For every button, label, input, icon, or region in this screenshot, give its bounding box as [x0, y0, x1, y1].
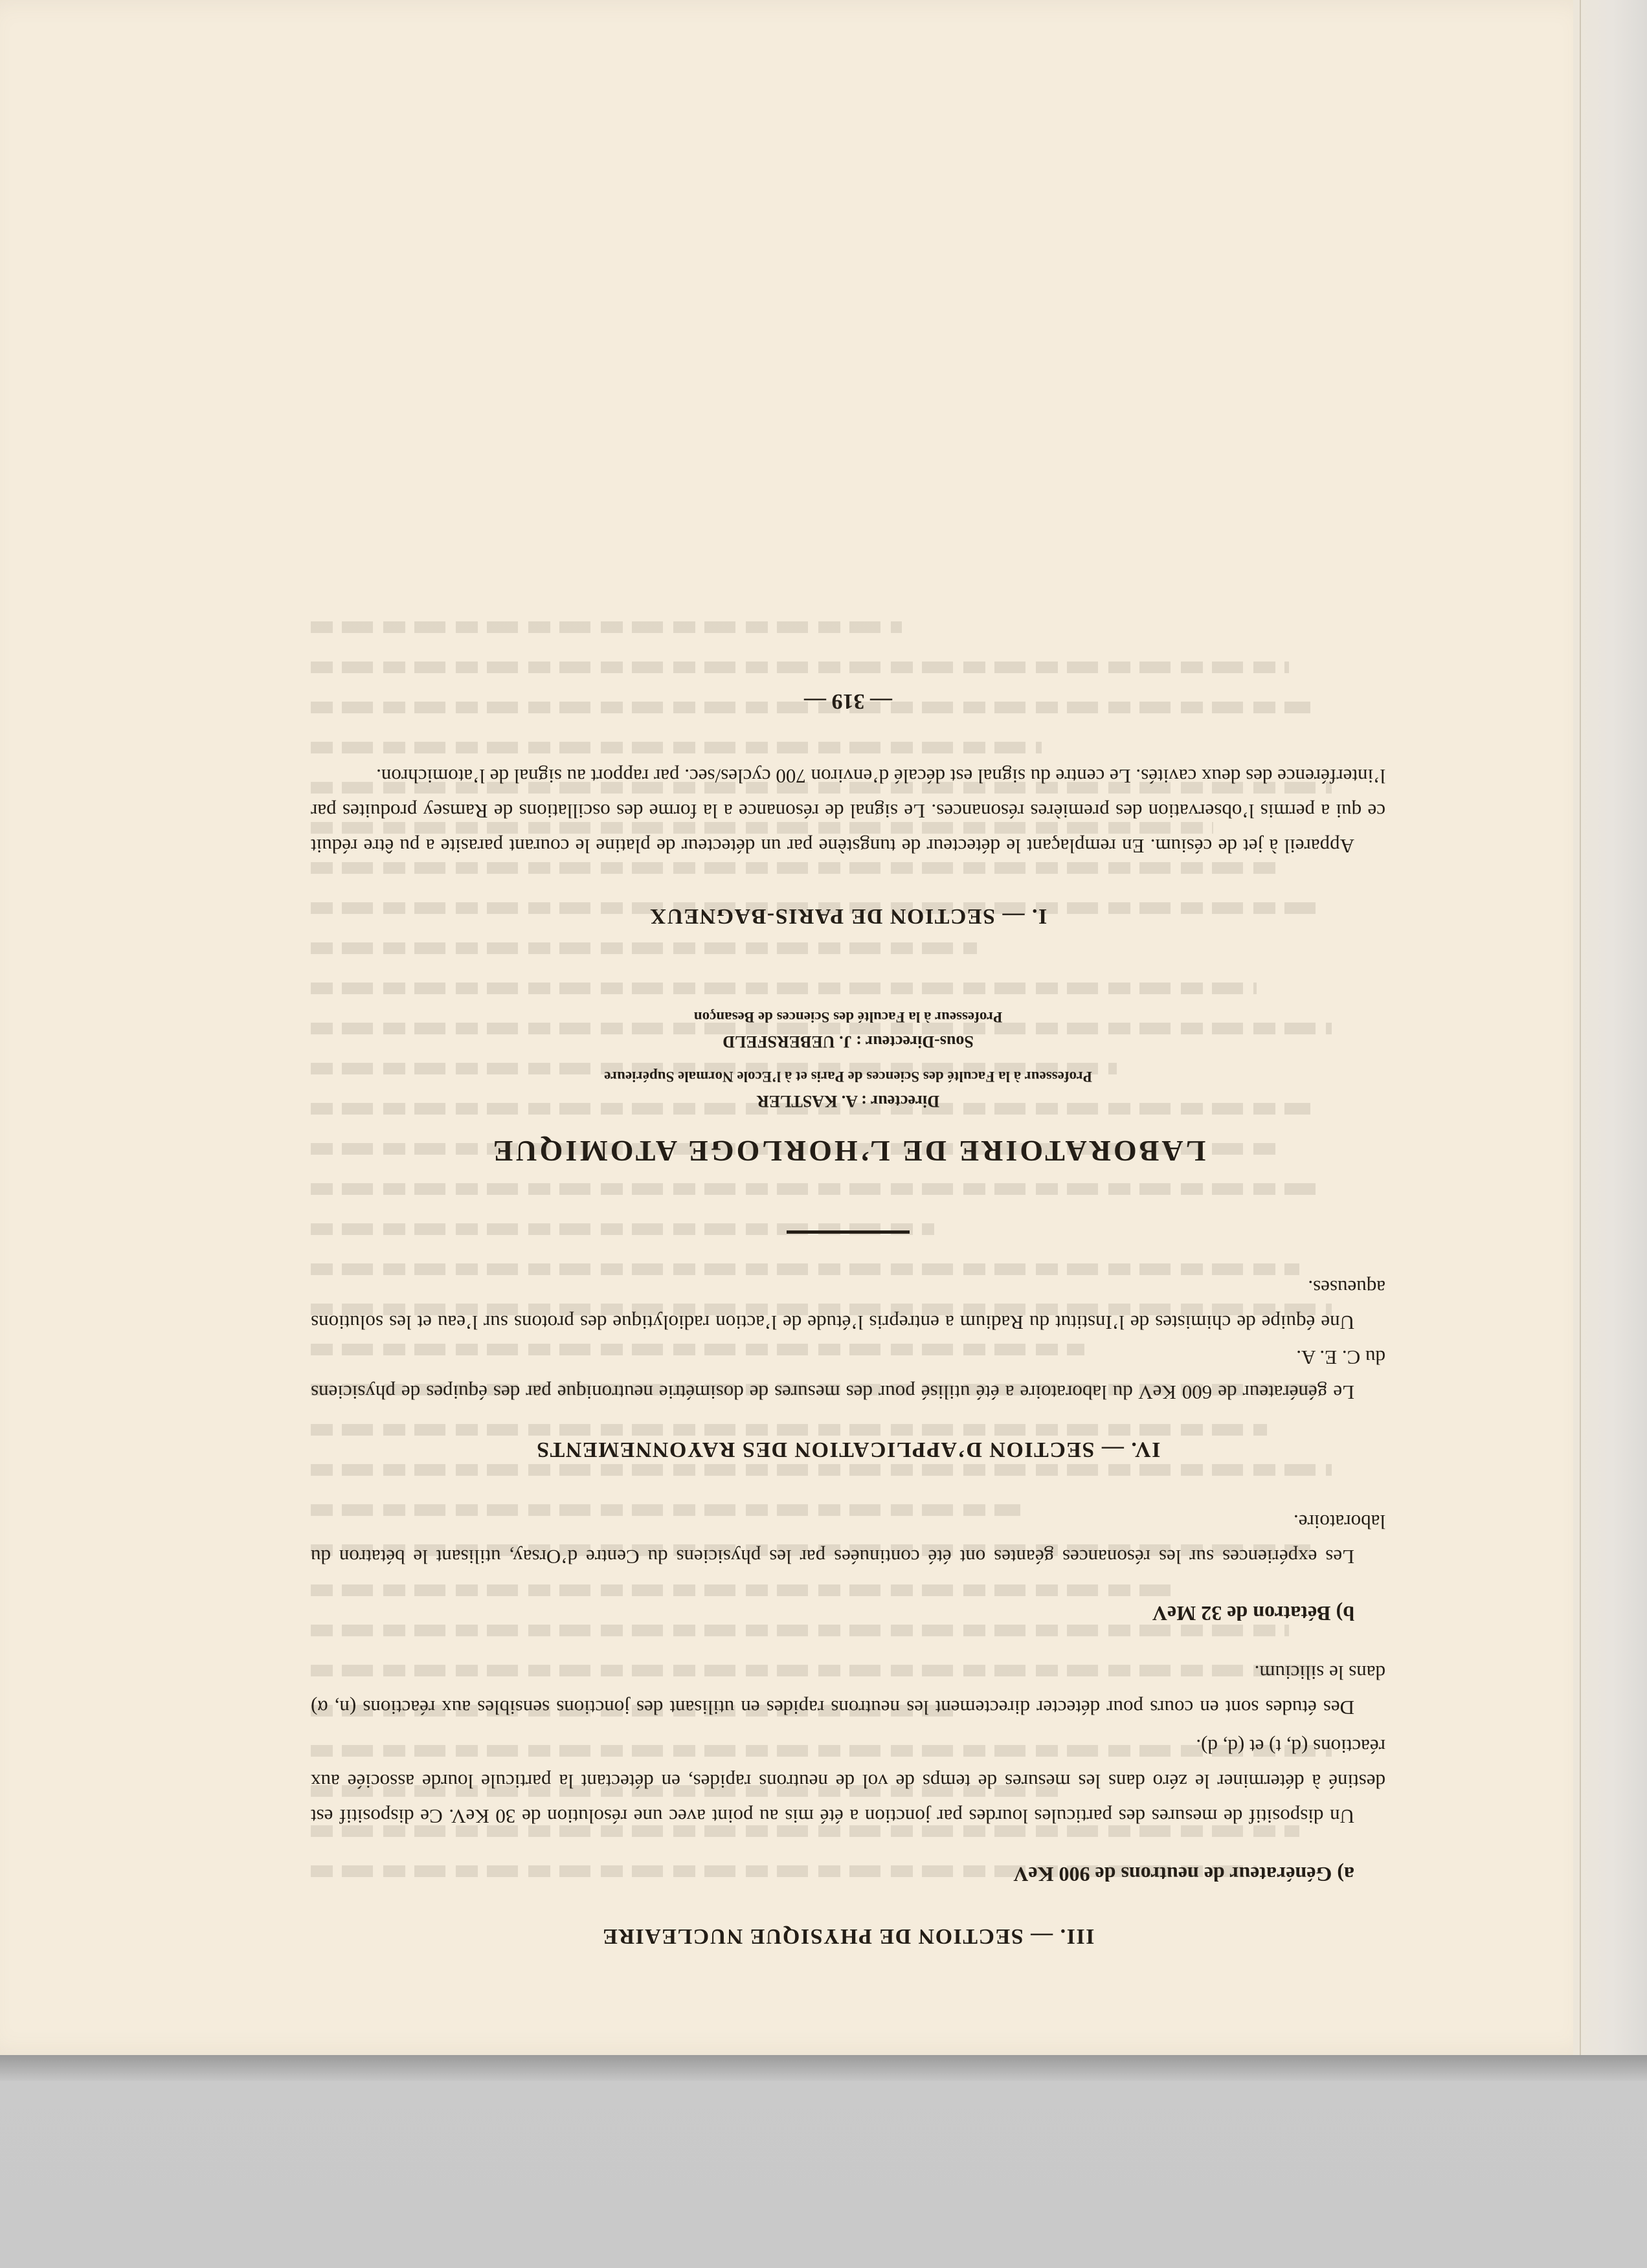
rotated-page-content — [311, 207, 1385, 1968]
section-4-title: IV. — SECTION D’APPLICATION DES RAYONNEMENTS — [535, 1438, 1161, 1462]
page-number: — 319 — — [804, 689, 892, 713]
paper-edge — [1573, 0, 1647, 2055]
section-1-paragraph: Appareil à jet de césium. En remplaçant le détecteur de tungstène par un détecteur de platine le courant parasite a pu être réduit ce qui a permis l’observation des premières résonances. Le signal de résonance a la forme des oscillations de Ramsey produites par l’interférence des deux cavités. Le centre du signal est décalé d’environ 700 cycles/sec. par rapport au signal de l’atomichron. — [311, 765, 1385, 858]
page-spine-line — [1580, 0, 1581, 2055]
section-3a-paragraph-2: Des études sont en cours pour détecter directement les neutrons rapides en utilisant des jonctions sensibles aux réactions (n, α) dans le silicium. — [311, 1662, 1385, 1719]
section-divider-rule — [787, 1230, 910, 1234]
section-3b-paragraph: Les expériences sur les résonances géantes ont été continuées par les physiciens du Centre d’Orsay, utilisant le bétatron du laboratoire. — [311, 1511, 1385, 1568]
section-3-title: III. — SECTION DE PHYSIQUE NUCLEAIRE — [601, 1924, 1095, 1948]
section-3a-subtitle: a) Générateur de neutrons de 900 KeV — [1013, 1863, 1354, 1886]
laboratory-title: LABORATOIRE DE L’HORLOGE ATOMIQUE — [490, 1135, 1206, 1168]
section-3b-subtitle: b) Bétatron de 32 MeV — [1152, 1602, 1354, 1625]
section-1-title: I. — SECTION DE PARIS-BAGNEUX — [649, 904, 1048, 928]
section-4-paragraph-2: Une équipe de chimistes de l’Institut du Radium a entrepris l’étude de l’action radiolytique des protons sur l’eau et les solutions aqueuses. — [311, 1276, 1385, 1334]
page-bottom-shadow — [0, 2055, 1647, 2081]
sub-director-affiliation: Professeur à la Faculté des Sciences de Besançon — [693, 1009, 1003, 1025]
sub-director-name: Sous-Directeur : J. UEBERSFELD — [723, 1032, 974, 1051]
director-affiliation: Professeur à la Faculté des Sciences de Paris et à l’Ecole Normale Supérieure — [604, 1069, 1092, 1085]
section-3a-paragraph-1: Un dispositif de mesures des particules lourdes par jonction a été mis au point avec une résolution de 30 KeV. Ce dispositif est destiné à déterminer le zéro dans les mesures de temps de vol de neutrons rapides, en détectant la particule lourde associée aux réactions (d, t) et (d, d). — [311, 1735, 1385, 1828]
section-4-paragraph-1: Le générateur de 600 KeV du laboratoire a été utilisé pour des mesures de dosimétrie neutronique par des équipes de physiciens du C. E. A. — [311, 1346, 1385, 1404]
director-name: Directeur : A. KASTLER — [756, 1092, 940, 1111]
